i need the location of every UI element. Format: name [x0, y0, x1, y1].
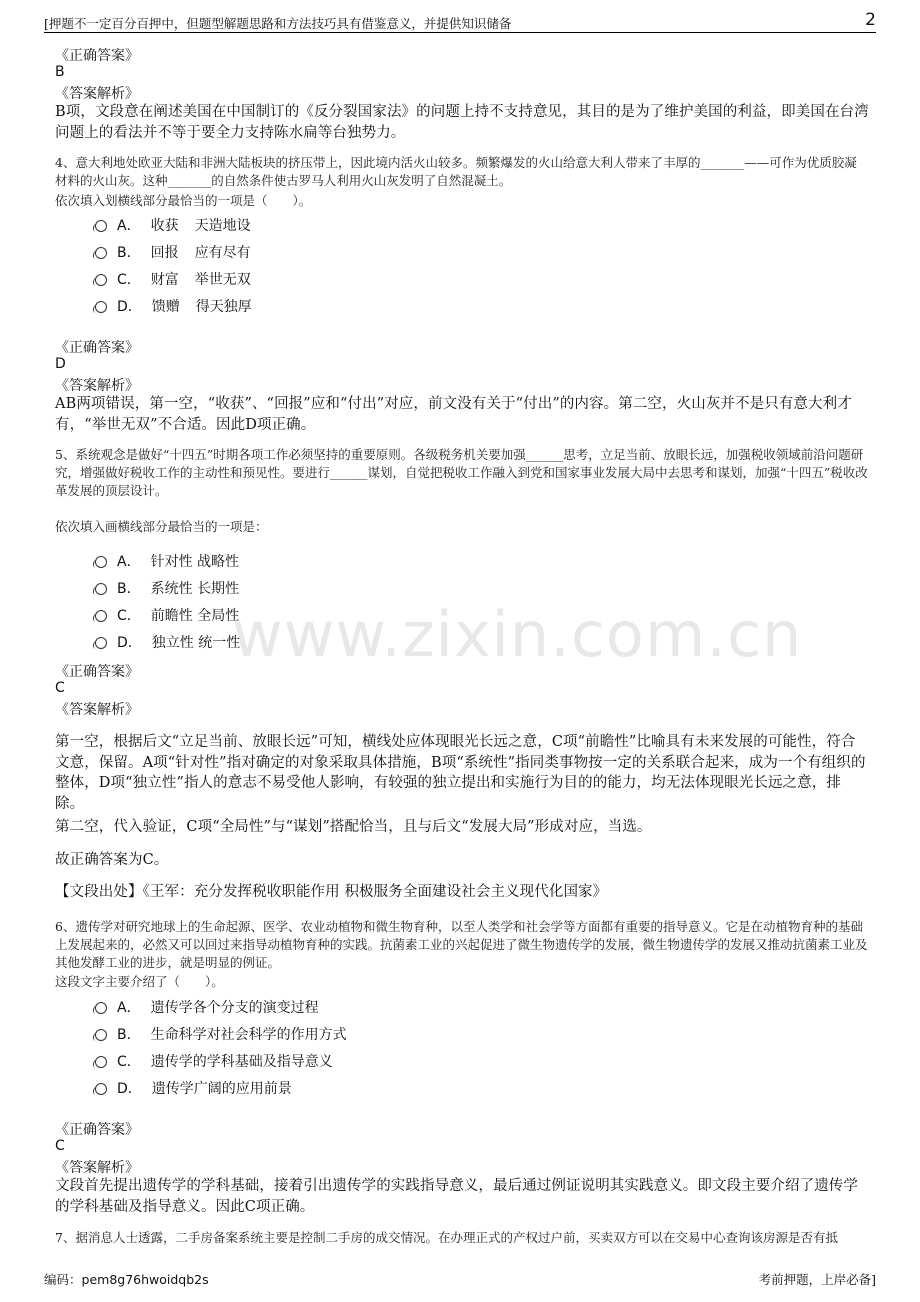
q6-explanation: 文段首先提出遗传学的学科基础，接着引出遗传学的实践指导意义，最后通过例证说明其实践意义。即文段主要介绍了遗传学的学科基础及指导意义。因此C项正确。 — [55, 1178, 858, 1215]
q4-stem: 4、意大利地处欧亚大陆和非洲大陆板块的挤压带上，因此境内活火山较多。频繁爆发的火山给意大利人带来了丰厚的_______——可作为优质胶凝材料的火山灰。这种_______的自然条件使古罗马人利用火山灰发明了自然混凝土。 — [55, 155, 857, 188]
page-header — [44, 12, 876, 33]
correct-answer-label: 《正确答案》 — [55, 48, 139, 64]
q5-answer: C — [55, 680, 65, 696]
analysis-label: 《答案解析》 — [55, 86, 139, 102]
q5-option-c[interactable]: C． 前瞻性 全局性 — [95, 605, 239, 625]
q6-stem: 6、遗传学对研究地球上的生命起源、医学、农业动植物和微生物育种，以至人类学和社会学等方面都有重要的指导意义。它是在动植物育种的基础上发展起来的，必然又可以回过来指导动植物育种的实践。抗菌素工业的兴起促进了微生物遗传学的发展，微生物遗传学的发展又推动抗菌素工业及其他发酵工业的进步，就是明显的例证。 — [55, 919, 868, 970]
footer-code: 编码：pem8g76hwoidqb2s — [44, 1272, 209, 1287]
q6-option-a[interactable]: A． 遗传学各个分支的演变过程 — [95, 997, 319, 1017]
radio-icon[interactable] — [95, 1002, 107, 1014]
q6-option-b[interactable]: B． 生命科学对社会科学的作用方式 — [95, 1024, 347, 1044]
radio-icon[interactable] — [95, 1083, 107, 1095]
radio-icon[interactable] — [95, 610, 107, 622]
q3-answer: B — [55, 64, 65, 80]
q5-explanation-2: 第二空，代入验证，C项“全局性”与“谋划”搭配恰当，且与后文“发展大局”形成对应，当选。 — [55, 819, 652, 835]
q4-option-d[interactable]: D． 馈赠 得天独厚 — [95, 296, 252, 316]
correct-answer-label: 《正确答案》 — [55, 664, 139, 680]
radio-icon[interactable] — [95, 583, 107, 595]
page-number: 2 — [865, 10, 876, 30]
q6-answer: C — [55, 1138, 65, 1154]
q6-option-d[interactable]: D． 遗传学广阔的应用前景 — [95, 1078, 292, 1098]
q5-option-b[interactable]: B． 系统性 长期性 — [95, 578, 239, 598]
q3-explanation: B项，文段意在阐述美国在中国制订的《反分裂国家法》的问题上持不支持意见，其目的是为了维护美国的利益，即美国在台湾问题上的看法并不等于要全力支持陈水扁等台独势力。 — [55, 104, 869, 141]
correct-answer-label: 《正确答案》 — [55, 340, 139, 356]
radio-icon[interactable] — [95, 637, 107, 649]
radio-icon[interactable] — [95, 556, 107, 568]
q4-option-c[interactable]: C． 财富 举世无双 — [95, 269, 251, 289]
correct-answer-label: 《正确答案》 — [55, 1122, 139, 1138]
q6-prompt: 这段文字主要介绍了（ ）。 — [55, 974, 224, 989]
q6-option-c[interactable]: C． 遗传学的学科基础及指导意义 — [95, 1051, 333, 1071]
q5-option-a[interactable]: A． 针对性 战略性 — [95, 551, 239, 571]
q5-prompt: 依次填入画横线部分最恰当的一项是： — [55, 519, 268, 534]
radio-icon[interactable] — [95, 1056, 107, 1068]
radio-icon[interactable] — [95, 220, 107, 232]
analysis-label: 《答案解析》 — [55, 378, 139, 394]
q4-option-b[interactable]: B． 回报 应有尽有 — [95, 242, 251, 262]
q5-source: 【文段出处】《王军：充分发挥税收职能作用 积极服务全面建设社会主义现代化国家》 — [55, 884, 608, 900]
q4-answer: D — [55, 356, 66, 372]
q5-stem: 5、系统观念是做好“十四五”时期各项工作必须坚持的重要原则。各级税务机关要加强______思考，立足当前、放眼长远，加强税收领域前沿问题研究，增强做好税收工作的主动性和预见性。要进行______谋划，自觉把税收工作融入到党和国家事业发展大局中去思考和谋划，加强“十四五”税收改革发展的顶层设计。 — [55, 447, 868, 498]
radio-icon[interactable] — [95, 1029, 107, 1041]
analysis-label: 《答案解析》 — [55, 702, 139, 718]
analysis-label: 《答案解析》 — [55, 1160, 139, 1176]
q5-explanation-3: 故正确答案为C。 — [55, 852, 169, 868]
radio-icon[interactable] — [95, 247, 107, 259]
q7-stem: 7、据消息人士透露，二手房备案系统主要是控制二手房的成交情况。在办理正式的产权过户前，买卖双方可以在交易中心查询该房源是否有抵 — [55, 1230, 838, 1245]
radio-icon[interactable] — [95, 274, 107, 286]
q4-option-a[interactable]: A． 收获 天造地设 — [95, 215, 251, 235]
radio-icon[interactable] — [95, 301, 107, 313]
q4-explanation: AB两项错误，第一空，“收获”、“回报”应和“付出”对应，前文没有关于“付出”的内容。第二空，火山灰并不是只有意大利才有，“举世无双”不合适。因此D项正确。 — [55, 396, 852, 433]
footer-slogan: 考前押题，上岸必备] — [758, 1272, 876, 1287]
q4-prompt: 依次填入划横线部分最恰当的一项是（ ）。 — [55, 193, 312, 208]
header-text: [押题不一定百分百押中，但题型解题思路和方法技巧具有借鉴意义，并提供知识储备 — [44, 16, 512, 31]
q5-explanation-1: 第一空，根据后文“立足当前、放眼长远”可知，横线处应体现眼光长远之意，C项“前瞻性”比喻具有未来发展的可能性，符合文意，保留。A项“针对性”指对确定的对象采取具体措施，B项“系统性”指同类事物按一定的关系联合起来，成为一个有组织的整体，D项“独立性”指人的意志不易受他人影响，有较强的独立提出和实施行为目的的能力，均无法体现眼光长远之意，排除。 — [55, 734, 866, 812]
watermark: www.zixin.com.cn — [232, 598, 803, 671]
q5-option-d[interactable]: D． 独立性 统一性 — [95, 632, 240, 652]
